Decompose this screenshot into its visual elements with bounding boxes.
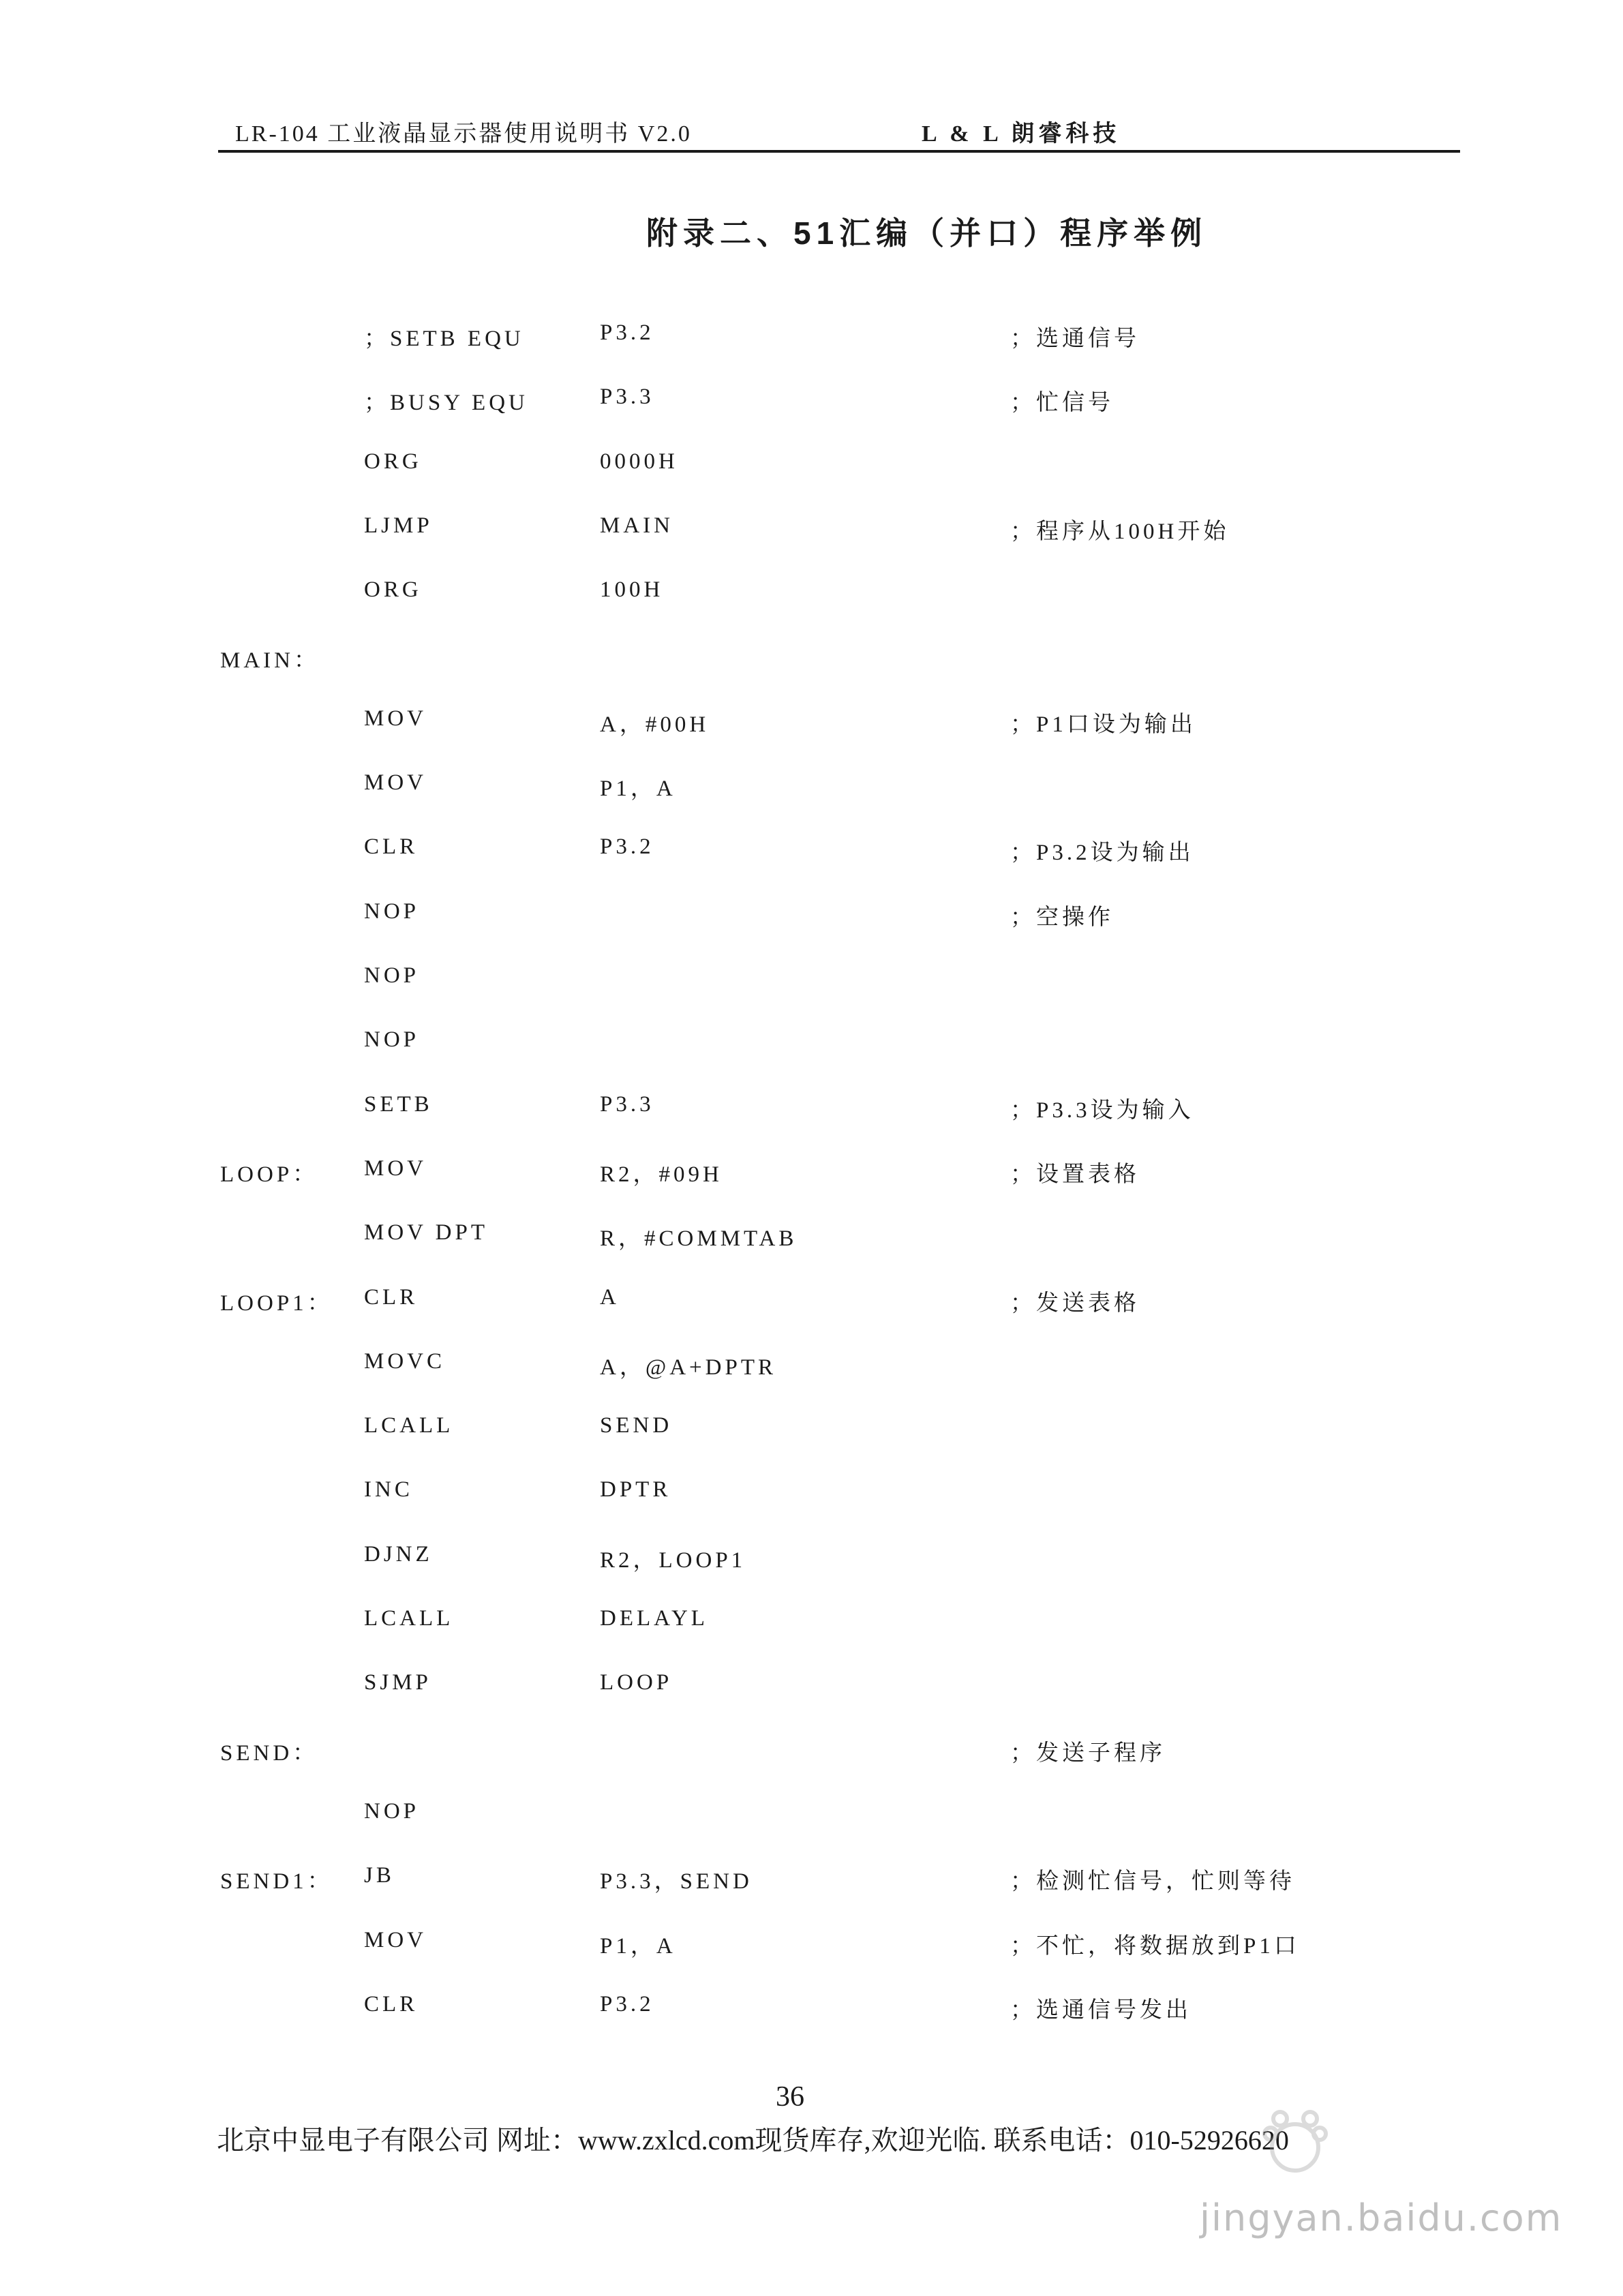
code-instruction: ；BUSY EQU bbox=[364, 391, 528, 415]
code-comment: ；发送表格 bbox=[1010, 1291, 1140, 1316]
code-line bbox=[0, 1027, 1623, 1061]
code-instruction: MOV bbox=[364, 1156, 427, 1181]
code-line bbox=[0, 1670, 1623, 1704]
code-instruction: NOP bbox=[364, 899, 420, 924]
code-line bbox=[0, 320, 1623, 354]
code-instruction: ORG bbox=[364, 449, 422, 474]
code-line bbox=[0, 770, 1623, 804]
code-line bbox=[0, 706, 1623, 740]
code-comment: ；选通信号发出 bbox=[1010, 1998, 1192, 2023]
code-comment: ；选通信号 bbox=[1010, 327, 1140, 351]
code-comment: ；检测忙信号，忙则等待 bbox=[1010, 1869, 1295, 1894]
code-line bbox=[0, 1928, 1623, 1962]
code-instruction: NOP bbox=[364, 1799, 420, 1824]
header-company-name: L & L 朗睿科技 bbox=[922, 121, 1121, 147]
header-document-title: LR-104 工业液晶显示器使用说明书 V2.0 bbox=[235, 121, 692, 147]
code-label: LOOP： bbox=[220, 1162, 319, 1187]
code-label: SEND： bbox=[220, 1741, 319, 1766]
code-instruction: ；SETB EQU bbox=[364, 327, 524, 351]
page-title: 附录二、51汇编（并口）程序举例 bbox=[646, 215, 1208, 251]
code-line bbox=[0, 449, 1623, 483]
code-line bbox=[0, 1220, 1623, 1254]
code-operand: 0000H bbox=[600, 449, 678, 474]
code-line bbox=[0, 1349, 1623, 1383]
footer-contact: 北京中显电子有限公司 网址：www.zxlcd.com现货库存,欢迎光临. 联系电话：010-52926620 bbox=[217, 2125, 1289, 2156]
code-operand: MAIN bbox=[600, 513, 673, 538]
code-operand: DPTR bbox=[600, 1477, 671, 1502]
code-line bbox=[0, 1285, 1623, 1319]
code-line bbox=[0, 384, 1623, 419]
code-operand: DELAYL bbox=[600, 1606, 708, 1631]
code-operand: R，#COMMTAB bbox=[600, 1226, 798, 1251]
code-instruction: MOV bbox=[364, 770, 427, 795]
code-operand: A，@A+DPTR bbox=[600, 1355, 777, 1380]
code-instruction: MOVC bbox=[364, 1349, 446, 1374]
code-operand: A，#00H bbox=[600, 712, 710, 737]
code-comment: ；空操作 bbox=[1010, 905, 1114, 930]
code-comment: ；P3.2设为输出 bbox=[1010, 841, 1194, 865]
code-instruction: CLR bbox=[364, 1285, 419, 1310]
code-comment: ；设置表格 bbox=[1010, 1162, 1140, 1187]
code-line bbox=[0, 1863, 1623, 1897]
code-operand: R2，#09H bbox=[600, 1162, 723, 1187]
code-comment: ；程序从100H开始 bbox=[1010, 519, 1230, 544]
code-line bbox=[0, 1992, 1623, 2026]
code-operand: A bbox=[600, 1285, 620, 1310]
code-operand: P1，A bbox=[600, 1934, 676, 1959]
code-instruction: LJMP bbox=[364, 513, 433, 538]
code-comment: ；P3.3设为输入 bbox=[1010, 1098, 1194, 1123]
code-comment: ；P1口设为输出 bbox=[1010, 712, 1196, 737]
code-instruction: LCALL bbox=[364, 1413, 454, 1438]
code-line bbox=[0, 642, 1623, 676]
code-operand: 100H bbox=[600, 577, 664, 602]
page-number: 36 bbox=[776, 2081, 804, 2113]
code-instruction: DJNZ bbox=[364, 1542, 433, 1567]
code-label: LOOP1： bbox=[220, 1291, 333, 1316]
code-line bbox=[0, 1606, 1623, 1640]
code-operand: R2，LOOP1 bbox=[600, 1548, 746, 1573]
code-operand: P1，A bbox=[600, 776, 676, 801]
code-operand: LOOP bbox=[600, 1670, 673, 1695]
code-label: MAIN： bbox=[220, 648, 320, 673]
code-instruction: SETB bbox=[364, 1092, 433, 1117]
code-instruction: MOV DPT bbox=[364, 1220, 489, 1245]
code-instruction: SJMP bbox=[364, 1670, 431, 1695]
code-line bbox=[0, 1413, 1623, 1447]
code-operand: P3.2 bbox=[600, 834, 654, 859]
code-line bbox=[0, 577, 1623, 611]
code-instruction: MOV bbox=[364, 1928, 427, 1952]
code-label: SEND1： bbox=[220, 1869, 333, 1894]
code-instruction: JB bbox=[364, 1863, 395, 1888]
watermark-url: jingyan.baidu.com bbox=[1200, 2196, 1563, 2239]
code-instruction: NOP bbox=[364, 963, 420, 988]
code-comment: ；不忙，将数据放到P1口 bbox=[1010, 1934, 1300, 1959]
code-operand: P3.2 bbox=[600, 320, 654, 345]
code-instruction: CLR bbox=[364, 1992, 419, 2016]
header-divider bbox=[218, 150, 1460, 153]
code-comment: ；忙信号 bbox=[1010, 391, 1114, 415]
code-instruction: CLR bbox=[364, 834, 419, 859]
code-operand: P3.3，SEND bbox=[600, 1869, 753, 1894]
code-instruction: NOP bbox=[364, 1027, 420, 1052]
code-line bbox=[0, 834, 1623, 868]
code-operand: SEND bbox=[600, 1413, 673, 1438]
code-line bbox=[0, 1735, 1623, 1769]
code-line bbox=[0, 1542, 1623, 1576]
code-instruction: MOV bbox=[364, 706, 427, 731]
code-instruction: ORG bbox=[364, 577, 422, 602]
code-operand: P3.3 bbox=[600, 1092, 654, 1117]
code-comment: ；发送子程序 bbox=[1010, 1741, 1166, 1766]
code-line bbox=[0, 899, 1623, 933]
code-line bbox=[0, 963, 1623, 997]
code-instruction: LCALL bbox=[364, 1606, 454, 1631]
code-operand: P3.3 bbox=[600, 384, 654, 409]
code-line bbox=[0, 1477, 1623, 1511]
code-line bbox=[0, 1799, 1623, 1833]
code-line bbox=[0, 513, 1623, 547]
code-line bbox=[0, 1092, 1623, 1126]
code-operand: P3.2 bbox=[600, 1992, 654, 2016]
code-instruction: INC bbox=[364, 1477, 413, 1502]
code-line bbox=[0, 1156, 1623, 1190]
